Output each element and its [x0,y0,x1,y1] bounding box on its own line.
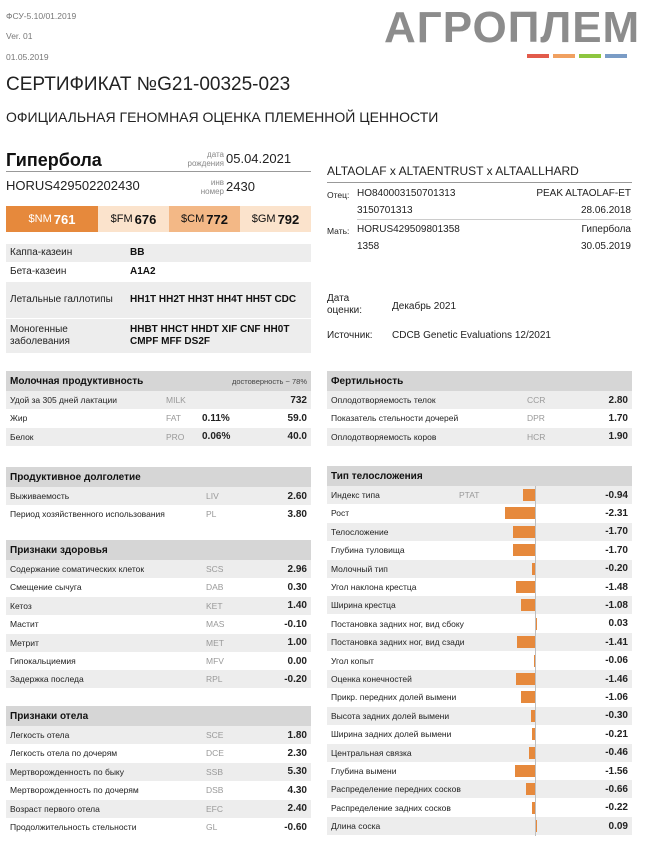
trait-name: Глубина вымени [331,766,397,776]
trait-name: Выживаемость [10,491,70,501]
trait-value: 5.30 [287,766,307,778]
milk-row [6,391,311,409]
inv-number-label: инв номер [200,178,224,196]
calving-section-title: Признаки отела [10,710,89,722]
trait-value: -0.46 [605,747,628,759]
calving-section-header [6,706,311,726]
trait-value: 1.40 [287,600,307,612]
longevity-section-title: Продуктивное долголетие [10,471,141,483]
trait-abbr: MFV [206,656,224,666]
certificate-title: СЕРТИФИКАТ №G21-00325-023 [6,74,291,95]
type-row [327,560,632,578]
trait-value: -0.20 [605,563,628,575]
dam-number: 1358 [357,241,380,252]
index-gm-label: $GM [251,213,276,225]
type-row [327,817,632,835]
type-bar [515,765,535,777]
longevity-row [6,487,311,505]
trait-name: Индекс типа [331,490,380,500]
dam-birth-date: 30.05.2019 [580,241,631,252]
health-section-title: Признаки здоровья [10,544,108,556]
trait-name: Период хозяйственного использования [10,509,165,520]
trait-value: 3.80 [287,508,307,520]
trait-name: Показатель стельности дочерей [331,413,459,424]
index-nm-value: 761 [53,211,76,227]
trait-name: Смещение сычуга [10,582,82,593]
trait-name: Оплодотворяемость коров [331,431,437,442]
type-bar [536,820,537,832]
trait-name: Ширина задних долей вымени [331,729,452,740]
trait-value: -0.66 [605,783,628,795]
type-row [327,780,632,798]
trait-name: Распределение передних сосков [331,784,461,795]
trait-value: -2.31 [605,507,628,519]
trait-abbr: DCE [206,748,224,759]
trait-value: -1.70 [605,544,628,556]
type-row [327,744,632,762]
trait-name: Кетоз [10,600,32,611]
trait-name: Постановка задних ног, вид сзади [331,637,465,648]
genetic-row [6,263,311,281]
trait-name: Оплодотворяемость телок [331,395,436,405]
trait-name: Белок [10,431,34,442]
trait-name: Удой за 305 дней лактации [10,395,117,405]
trait-value: -0.94 [605,489,628,501]
type-row [327,578,632,596]
type-bar [516,673,535,685]
trait-value: -1.46 [605,673,628,685]
logo-stripe [605,54,627,58]
type-bar [536,618,537,630]
trait-name: Угол наклона крестца [331,582,417,592]
type-chart-axis [535,486,536,836]
fertility-row [327,428,632,446]
sire-label: Отец: [327,190,350,200]
trait-name: Легкость отела по дочерям [10,748,118,759]
trait-abbr: RPL [206,674,223,685]
trait-abbr: PL [206,509,217,520]
fertility-row [327,391,632,409]
type-row [327,541,632,559]
animal-id: HORUS429502202430 [6,178,140,193]
trait-value: 0.09 [608,820,628,832]
trait-value: 0.00 [287,655,307,667]
source-value: CDCB Genetic Evaluations 12/2021 [392,330,551,341]
type-bar [513,526,535,538]
trait-value: -1.08 [605,599,628,611]
health-row [6,670,311,688]
trait-abbr: KET [206,600,223,611]
index-nm [6,206,98,232]
pedigree-line: ALTAOLAF x ALTAENTRUST x ALTAALLHARD [327,164,579,178]
trait-value: 2.30 [287,747,307,759]
genetic-row [6,319,311,353]
trait-name: Центральная связка [331,747,412,758]
animal-name: Гипербола [6,150,102,170]
trait-value: -0.60 [284,821,307,833]
type-row [327,633,632,651]
longevity-section-header [6,467,311,487]
divider [357,219,632,220]
type-bar [521,599,535,611]
trait-abbr: DSB [206,785,224,796]
milk-row [6,428,311,446]
health-section-header [6,540,311,560]
birth-date-label: дата рождения [187,150,224,168]
calving-row [6,744,311,762]
trait-name: Прикр. передних долей вымени [331,692,457,703]
index-nm-label: $NM [28,213,52,225]
genetic-value: HH1T HH2T HH3T HH4T HH5T CDC [130,294,297,305]
birth-date: 05.04.2021 [226,151,292,166]
trait-value: 59.0 [287,412,307,424]
health-row [6,615,311,633]
trait-value: 1.00 [287,637,307,649]
certificate-subtitle: ОФИЦИАЛЬНАЯ ГЕНОМНАЯ ОЦЕНКА ПЛЕМЕННОЙ ЦЕННОСТИ [6,109,439,125]
trait-name: Гипокальциемия [10,656,76,666]
trait-value: -0.30 [605,710,628,722]
inv-number: 2430 [226,179,255,194]
type-bar [526,783,535,795]
type-bar [517,636,535,648]
index-cm-value: 772 [206,211,228,227]
dam-id: HORUS429509801358 [357,224,460,235]
trait-value: 2.96 [287,563,307,575]
logo-stripe [579,54,601,58]
divider [327,182,632,183]
milk-reliability: достоверность ~ 78% [231,376,307,386]
dam-name: Гипербола [581,224,631,235]
type-row [327,670,632,688]
type-bar [532,563,535,575]
calving-row [6,818,311,836]
evaluation-date-label: Дата оценки: [327,293,362,316]
dam-label: Мать: [327,226,350,236]
type-bar [529,747,535,759]
type-bar [513,544,535,556]
trait-value: -1.70 [605,526,628,538]
trait-percent: 0.06% [202,431,231,443]
type-row [327,652,632,670]
trait-value: -0.21 [605,728,628,740]
doc-code: ФСУ-5.10/01.2019 [6,11,77,21]
source-label: Источник: [327,330,373,341]
calving-row [6,763,311,781]
trait-value: -1.56 [605,765,628,777]
trait-value: -1.48 [605,581,628,593]
trait-abbr: EFC [206,803,223,814]
trait-percent: 0.11% [202,412,230,424]
milk-section-title: Молочная продуктивность [10,375,144,387]
type-row [327,799,632,817]
type-section-title: Тип телосложения [331,470,423,482]
health-row [6,578,311,596]
trait-name: Содержание соматических клеток [10,564,145,574]
trait-value: 1.80 [287,729,307,741]
type-row [327,615,632,633]
type-bar [521,691,535,703]
logo-stripes [527,54,627,58]
genetic-value: HHBT HHCT HHDT XIF CNF HH0T CMPF MFF DS2F [130,324,290,347]
type-row [327,707,632,725]
genetic-value: BB [130,247,145,258]
type-row [327,725,632,743]
type-bar [532,728,535,740]
trait-abbr: PTAT [459,490,480,500]
trait-name: Ширина крестца [331,600,396,611]
trait-value: -1.06 [605,691,628,703]
fertility-section-title: Фертильность [331,375,404,387]
trait-name: Метрит [10,637,39,648]
trait-abbr: HCR [527,431,546,442]
trait-name: Постановка задних ног, вид сбоку [331,618,464,629]
trait-abbr: SSB [206,766,224,777]
trait-name: Мертворожденность по дочерям [10,785,139,796]
trait-abbr: LIV [206,491,219,501]
trait-name: Жир [10,413,28,424]
type-row [327,762,632,780]
index-cm-label: $CM [181,213,205,225]
milk-row [6,409,311,427]
trait-abbr: FAT [166,413,181,424]
doc-version: Ver. 01 [6,31,33,41]
logo-stripe [553,54,575,58]
trait-name: Задержка последа [10,674,84,685]
evaluation-date: Декабрь 2021 [392,301,457,312]
trait-abbr: MILK [166,395,186,405]
type-row [327,596,632,614]
trait-value: 1.90 [608,431,628,443]
longevity-row [6,505,311,523]
sire-id: HO840003150701313 [357,188,456,199]
index-fm [98,206,169,232]
health-row [6,597,311,615]
calving-row [6,726,311,744]
type-bar [531,710,535,722]
type-row [327,523,632,541]
trait-value: 0.03 [608,618,628,630]
trait-value: 0.30 [287,581,307,593]
trait-name: Высота задних долей вымени [331,710,450,721]
milk-section-header [6,371,311,391]
trait-name: Мертворожденность по быку [10,766,124,777]
type-bar [516,581,535,593]
health-row [6,634,311,652]
calving-row [6,781,311,799]
sire-number: 3150701313 [357,205,413,216]
trait-value: 1.70 [608,412,628,424]
type-row [327,688,632,706]
index-gm-value: 792 [277,211,300,227]
agroplem-logo: АГРОПЛЕМ [384,3,641,52]
trait-value: 2.60 [287,490,307,502]
trait-value: 40.0 [287,431,307,443]
trait-value: 4.30 [287,784,307,796]
index-fm-value: 676 [134,211,157,227]
type-bar [534,655,535,667]
genetic-label: Бета-казеин [10,266,67,277]
trait-value: -0.06 [605,655,628,667]
fertility-row [327,409,632,427]
doc-date: 01.05.2019 [6,52,49,62]
trait-name: Молочный тип [331,563,388,574]
trait-value: 2.40 [287,803,307,815]
trait-value: 732 [290,394,307,406]
trait-name: Легкость отела [10,730,70,740]
trait-name: Телосложение [331,526,389,537]
logo-stripe [527,54,549,58]
trait-name: Распределение задних сосков [331,802,451,813]
health-row [6,652,311,670]
type-row [327,504,632,522]
trait-name: Продолжительность стельности [10,822,137,832]
trait-abbr: DPR [527,413,545,424]
trait-abbr: SCS [206,564,224,574]
trait-name: Мастит [10,619,39,630]
trait-value: -0.10 [284,618,307,630]
trait-abbr: MAS [206,619,225,630]
trait-value: -1.41 [605,636,628,648]
genetic-value: A1A2 [130,266,156,277]
genetic-label: Каппа-казеин [10,247,73,258]
type-bar [505,507,535,519]
trait-name: Возраст первого отела [10,803,100,814]
trait-name: Рост [331,508,350,519]
type-row [327,486,632,504]
index-cm [169,206,240,232]
trait-abbr: DAB [206,582,224,593]
type-bar [532,802,535,814]
index-gm [240,206,311,232]
trait-abbr: MET [206,637,224,648]
genetic-label: Моногенные заболевания [10,324,70,347]
fertility-section-header [327,371,632,391]
divider [6,171,311,172]
health-row [6,560,311,578]
genetic-row [6,244,311,262]
sire-name: PEAK ALTAOLAF-ET [536,188,631,199]
type-section-header [327,466,632,486]
trait-abbr: CCR [527,395,546,405]
trait-name: Угол копыт [331,655,374,666]
trait-name: Глубина туловища [331,545,405,556]
trait-name: Оценка конечностей [331,674,412,684]
trait-value: -0.22 [605,802,628,814]
trait-abbr: GL [206,822,218,832]
trait-abbr: SCE [206,730,224,740]
sire-birth-date: 28.06.2018 [580,205,631,216]
index-strip [6,206,311,232]
trait-name: Длина соска [331,821,381,832]
trait-abbr: PRO [166,431,185,442]
index-fm-label: $FM [110,213,133,225]
calving-row [6,800,311,818]
trait-value: 2.80 [608,394,628,406]
genetic-label: Летальные галлотипы [10,294,113,305]
genetic-row [6,282,311,318]
type-bar [523,489,535,501]
trait-value: -0.20 [284,673,307,685]
